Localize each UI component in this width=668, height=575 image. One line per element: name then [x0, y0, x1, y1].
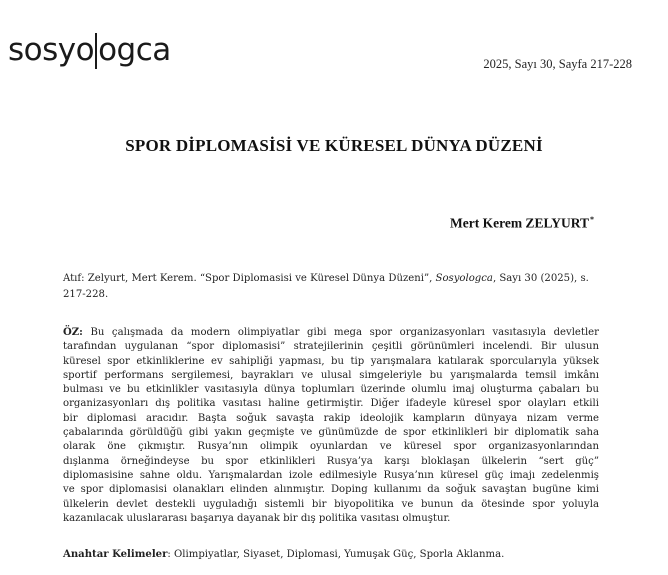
journal-issue-info: 2025, Sayı 30, Sayfa 217-228: [483, 57, 632, 71]
logo-text-left: sosyo: [8, 32, 95, 68]
abstract-line: tarafından uygulanan “spor diplomasisi” stratejilerinin çeşitli görünümleri incelendi. Bir ulusun: [63, 341, 599, 353]
abstract: [63, 326, 599, 526]
abstract-line: bir diplomasi aracıdır. Başta soğuk savaşta rakip ideolojik kampların dünyaya nizam verme: [63, 412, 599, 424]
abstract-line: ve spor diplomasisi olanakları elinden alınmıştır. Doping kullanımı da soğuk savaştan bugüne kimi: [63, 484, 599, 496]
citation: [63, 271, 613, 302]
citation-prefix: Atıf: Zelyurt, Mert Kerem. “Spor Diplomasisi ve Küresel Dünya Düzeni”,: [63, 273, 436, 284]
abstract-line: küresel spor etkinliklerine ev sahipliği yapması, bu tip yarışmalara katılarak sporcularıyla yüksek: [63, 355, 599, 367]
keywords-label: Anahtar Kelimeler: [63, 549, 168, 560]
abstract-line: bulması ve bu etkinlikler vasıtasıyla dünya toplumları üzerinde olumlu imaj oluşturma çabaları bu: [63, 384, 599, 396]
abstract-line-text: Bu çalışmada da modern olimpiyatlar gibi mega spor organizasyonları vasıtasıyla devletler: [82, 327, 599, 338]
abstract-line: sportif performans sergilemesi, bayrakları ve ulusal simgeleriyle bu yarışmalarda temsil imkânı: [63, 369, 599, 381]
logo-divider: [95, 33, 97, 69]
article-author: [450, 215, 594, 232]
author-footnote-mark: *: [590, 215, 594, 224]
abstract-line: çabalarında görüldüğü gibi yakın geçmişte ve günümüzde de spor etkinlikleri bir diplomatik saha: [63, 427, 599, 439]
abstract-line: organizasyonları dış politika vasıtası haline getirmiştir. Diğer ifadeyle küresel spor olayları etkili: [63, 398, 599, 410]
journal-logo: [8, 30, 171, 70]
citation-journal: Sosyologca: [435, 273, 493, 284]
abstract-line: [63, 326, 599, 340]
article-title: SPOR DİPLOMASİSİ VE KÜRESEL DÜNYA DÜZENİ: [125, 136, 543, 155]
citation-suffix: , Sayı 30 (2025), s. 217-228.: [63, 273, 589, 300]
abstract-line: dışlanma örneğindeyse bu spor etkinlikleri Rusya’ya karşı bloklaşan ülkelerin “sert güç”: [63, 455, 599, 467]
logo-text-right: ogca: [98, 32, 171, 68]
keywords: [63, 549, 504, 560]
abstract-line: kazanılacak uluslararası başarıya dayanak bir dış politika vasıtası olmuştur.: [63, 512, 451, 524]
abstract-line: diplomasisine sahne oldu. Yarışmalardan izole edilmesiyle Rusya’nın küresel güç imajı zedelenmiş: [63, 469, 599, 481]
author-name: Mert Kerem ZELYURT: [449, 215, 589, 231]
abstract-label: ÖZ:: [63, 327, 83, 338]
keywords-text: : Olimpiyatlar, Siyaset, Diplomasi, Yumuşak Güç, Sporla Aklanma.: [167, 549, 505, 560]
abstract-line: olarak öne çıkmıştır. Rusya’nın olimpik oyunlardan ve küresel spor organizasyonlarından: [63, 441, 599, 453]
abstract-line: ülkelerin devlet destekli uyguladığı sistemli bir biyopolitika ve bunun da ötesinde spor yoluyla: [63, 498, 599, 510]
